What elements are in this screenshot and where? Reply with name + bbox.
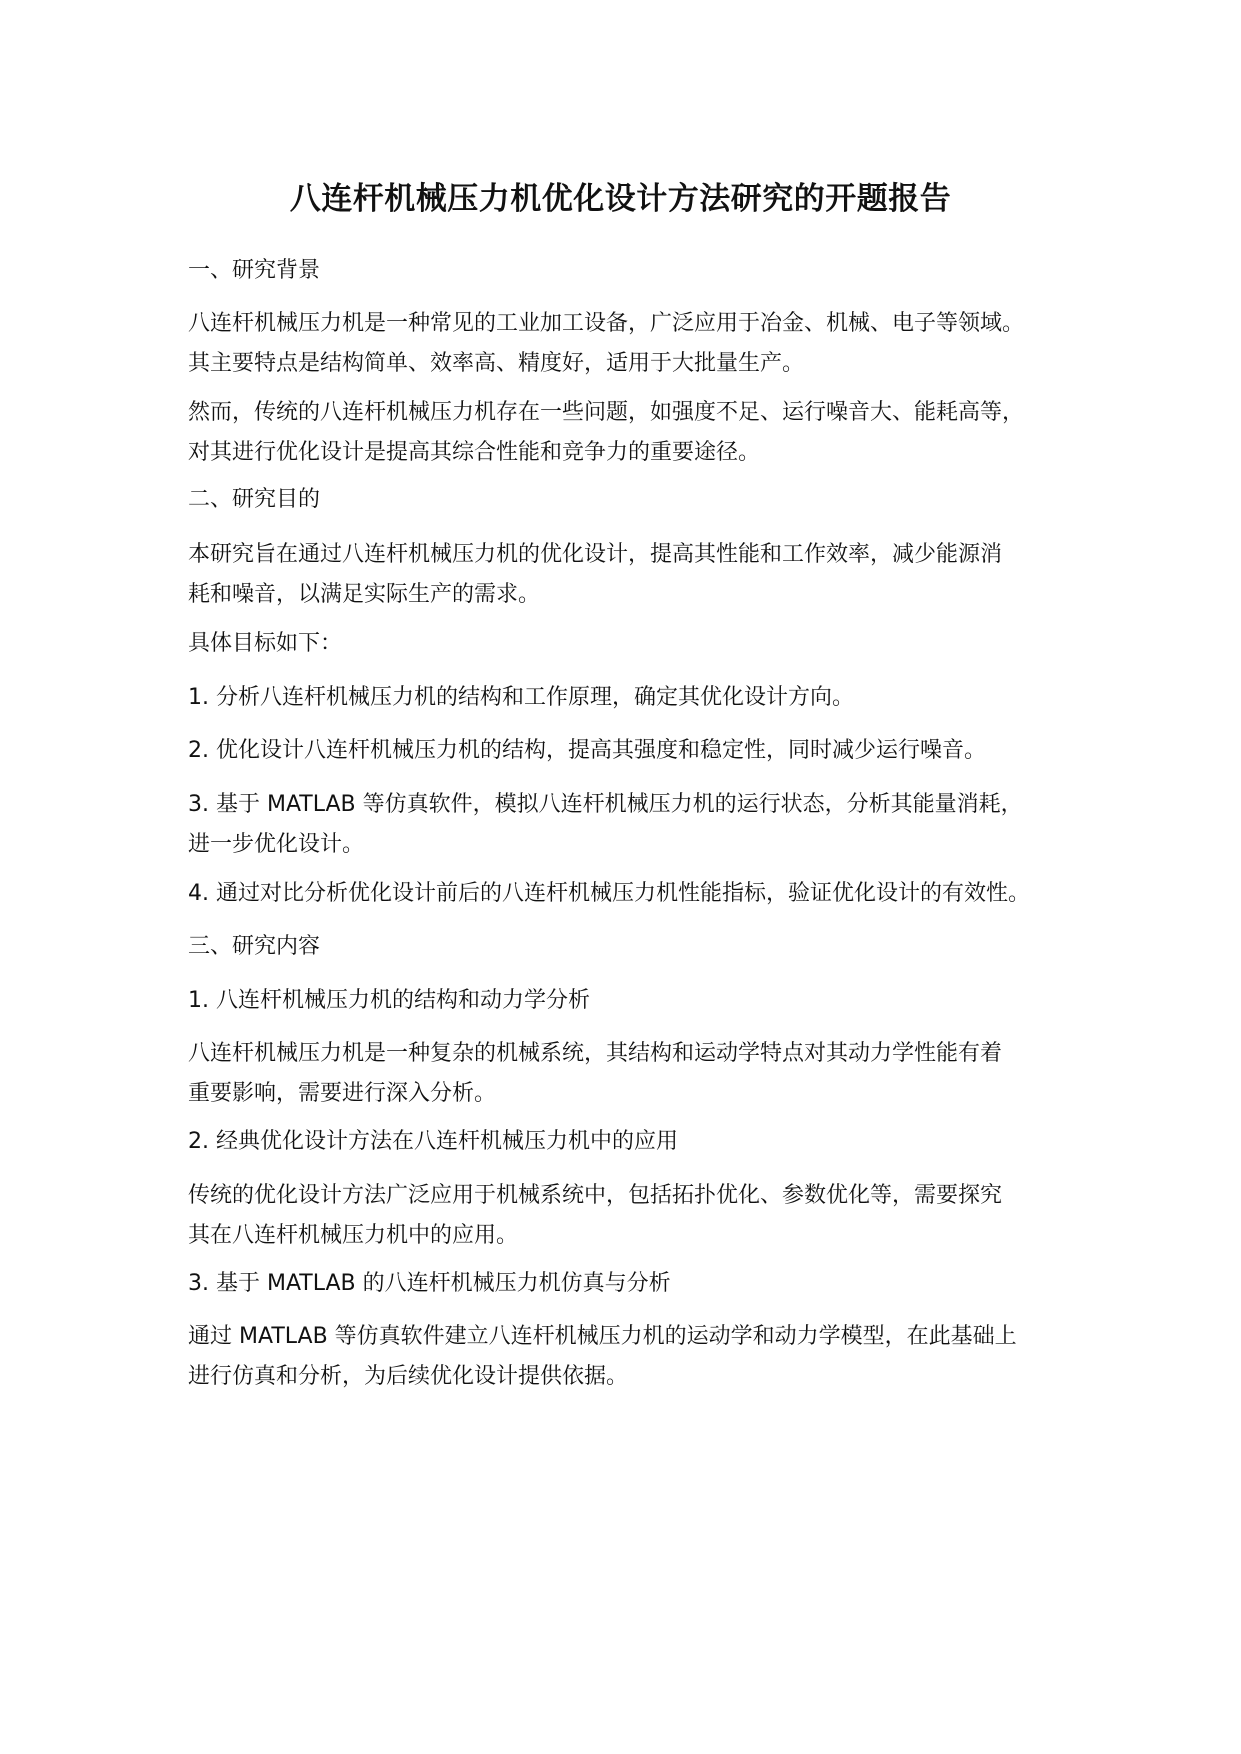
text-line: 然而，传统的八连杆机械压力机存在一些问题，如强度不足、运行噪音大、能耗高等，: [188, 400, 1025, 425]
section-heading: [188, 251, 1088, 291]
text-line: 重要影响，需要进行深入分析。: [188, 1081, 497, 1106]
paragraph: [188, 1317, 1088, 1397]
section-heading: [188, 927, 1088, 967]
text-line: 耗和噪音，以满足实际生产的需求。: [188, 582, 541, 607]
text-line: 一、研究背景: [188, 258, 321, 283]
text-line: 3. 基于 MATLAB 等仿真软件，模拟八连杆机械压力机的运行状态，分析其能量消耗，: [188, 792, 1023, 817]
subsection-heading: [188, 981, 1088, 1021]
section-heading: [188, 480, 1088, 520]
list-item: [188, 785, 1088, 865]
paragraph: [188, 535, 1088, 615]
text-line: 1. 八连杆机械压力机的结构和动力学分析: [188, 988, 590, 1013]
paragraph: [188, 1034, 1088, 1114]
text-line: 4. 通过对比分析优化设计前后的八连杆机械压力机性能指标，验证优化设计的有效性。: [188, 881, 1030, 906]
text-line: 传统的优化设计方法广泛应用于机械系统中，包括拓扑优化、参数优化等，需要探究: [188, 1183, 1003, 1208]
text-line: 其主要特点是结构简单、效率高、精度好，适用于大批量生产。: [188, 351, 805, 376]
document-title: 八连杆机械压力机优化设计方法研究的开题报告: [289, 181, 952, 217]
text-line: 本研究旨在通过八连杆机械压力机的优化设计，提高其性能和工作效率，减少能源消: [188, 542, 1003, 567]
text-line: 1. 分析八连杆机械压力机的结构和工作原理，确定其优化设计方向。: [188, 685, 854, 710]
text-line: 具体目标如下：: [188, 631, 343, 656]
text-line: 三、研究内容: [188, 934, 321, 959]
paragraph: [188, 304, 1088, 384]
list-item: [188, 874, 1088, 914]
text-line: 其在八连杆机械压力机中的应用。: [188, 1223, 519, 1248]
text-line: 二、研究目的: [188, 487, 321, 512]
text-line: 通过 MATLAB 等仿真软件建立八连杆机械压力机的运动学和动力学模型，在此基础上: [188, 1324, 1017, 1349]
text-line: 2. 优化设计八连杆机械压力机的结构，提高其强度和稳定性，同时减少运行噪音。: [188, 738, 986, 763]
list-item: [188, 678, 1088, 718]
subsection-heading: [188, 1264, 1088, 1304]
text-line: 2. 经典优化设计方法在八连杆机械压力机中的应用: [188, 1129, 678, 1154]
text-line: 进行仿真和分析，为后续优化设计提供依据。: [188, 1364, 629, 1389]
paragraph: [188, 393, 1088, 473]
list-item: [188, 731, 1088, 771]
paragraph: [188, 1176, 1088, 1256]
subsection-heading: [188, 1122, 1088, 1162]
paragraph: [188, 624, 1088, 664]
text-line: 八连杆机械压力机是一种常见的工业加工设备，广泛应用于冶金、机械、电子等领域。: [188, 311, 1025, 336]
text-line: 进一步优化设计。: [188, 832, 365, 857]
text-line: 对其进行优化设计是提高其综合性能和竞争力的重要途径。: [188, 440, 761, 465]
text-line: 3. 基于 MATLAB 的八连杆机械压力机仿真与分析: [188, 1271, 671, 1296]
text-line: 八连杆机械压力机是一种复杂的机械系统，其结构和运动学特点对其动力学性能有着: [188, 1041, 1003, 1066]
